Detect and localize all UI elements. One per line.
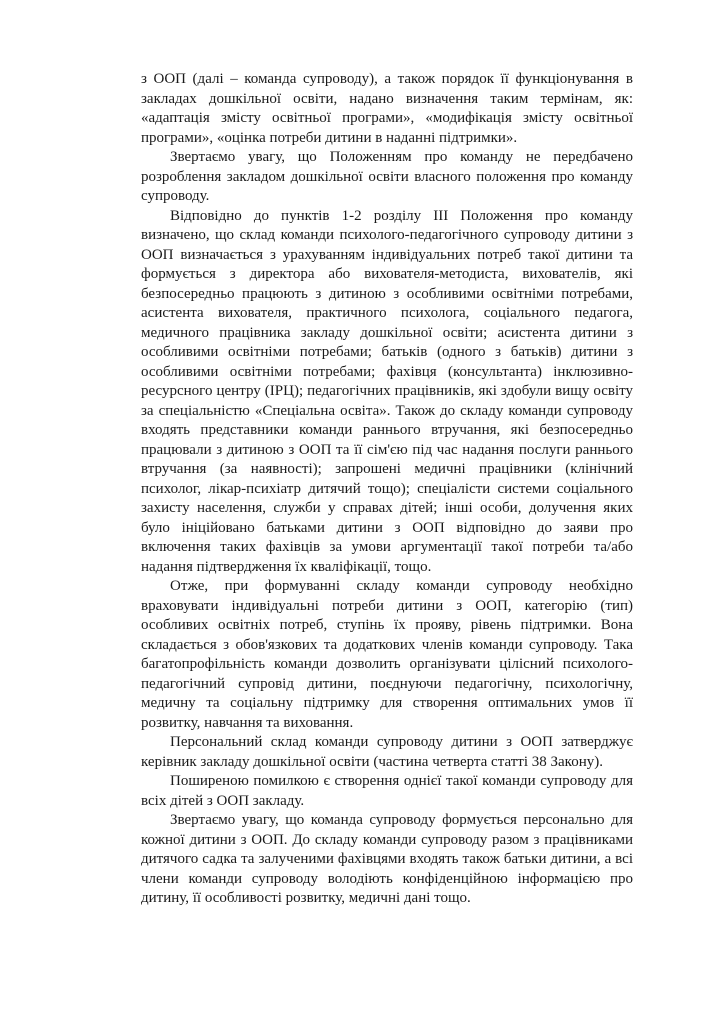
paragraph-team-formation: Отже, при формуванні складу команди супроводу необхідно враховувати індивідуальні потреби дитини з ООП, категорію (тип) особливих освітніх потреб, ступінь їх прояву, рівень підтримки. Вона складається з обов'язкових та додаткових членів команди супроводу. Така багатопрофільність команди дозволить організувати цілісний психолого-педагогічний супровід дитини, поєднуючи педагогічну, психологічну, медичну та соціальну підтримку для створення оптимальних умов її розвитку, навчання та виховання.	[141, 578, 633, 731]
paragraph-team-composition: Відповідно до пунктів 1-2 розділу ІІІ Положення про команду визначено, що склад команди психолого-педагогічного супроводу дитини з ООП визначається з урахуванням індивідуальних потреб такої дитини та формується з директора або вихователя-методиста, вихователів, які безпосередньо працюють з дитиною з особливими освітніми потребами, асистента вихователя, практичного психолога, соціального педагога, медичного працівника закладу дошкільної освіти; асистента дитини з особливими освітніми потребами; батьків (одного з батьків) дитини з особливими освітніми потребами; фахівця (консультанта) інклюзивно-ресурсного центру (ІРЦ); педагогічних працівників, які здобули вищу освіту за спеціальністю «Спеціальна освіта». Також до складу команди супроводу входять представники команди раннього втручання, які безпосередньо працювали з дитиною з ООП та її сім'єю під час надання послуги раннього втручання (за наявності); запрошені медичні працівники (клінічний психолог, лікар-психіатр дитячий тощо); спеціалісти системи соціального захисту населення, служби у справах дітей; інші особи, долучення яких було ініційовано батьками дитини з ООП відповідно до заяви про включення таких фахівців за умови аргументації такої потреби та/або надання підтвердження їх кваліфікації, тощо.	[141, 207, 633, 575]
paragraph-note-regulation: Звертаємо увагу, що Положенням про команду не передбачено розроблення закладом дошкільної освіти власного положення про команду супроводу.	[141, 149, 633, 204]
paragraph-common-mistake: Поширеною помилкою є створення однієї такої команди супроводу для всіх дітей з ООП закладу.	[141, 773, 633, 809]
paragraph-individual-team: Звертаємо увагу, що команда супроводу формується персонально для кожної дитини з ООП. До складу команди супроводу разом з працівниками дитячого садка та залученими фахівцями входять також батьки дитини, а всі члени команди супроводу володіють конфіденційною інформацією про дитину, її особливості розвитку, медичні дані тощо.	[141, 812, 633, 906]
document-body	[141, 70, 633, 909]
paragraph-continuation: з ООП (далі – команда супроводу), а також порядок її функціонування в закладах дошкільної освіти, надано визначення таким термінам, як: «адаптація змісту освітньої програми», «модифікація змісту освітньої програми», «оцінка потреби дитини в наданні підтримки».	[141, 71, 633, 146]
paragraph-approval: Персональний склад команди супроводу дитини з ООП затверджує керівник закладу дошкільної освіти (частина четверта статті 38 Закону).	[141, 734, 633, 770]
